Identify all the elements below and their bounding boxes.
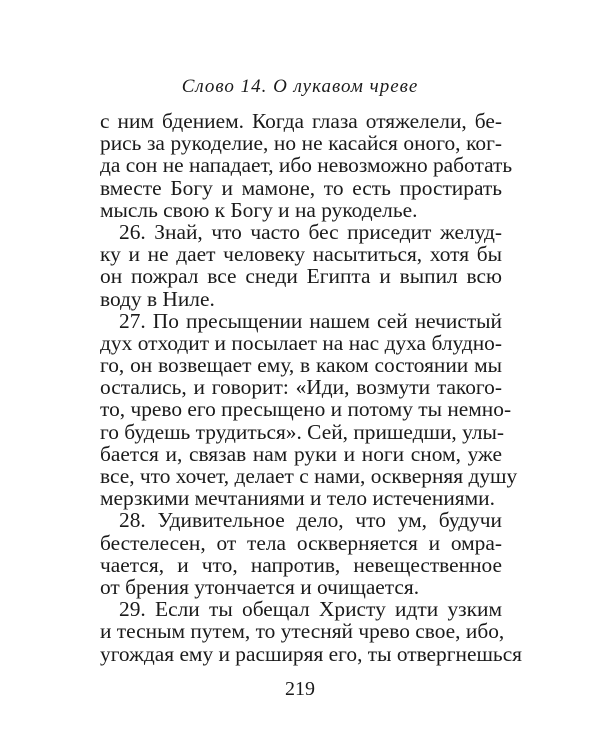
text-line: воду в Ниле. xyxy=(100,286,215,311)
text-line: мерзкими мечтаниями и тело истечениями. xyxy=(100,486,495,511)
text-line: 29. Если ты обещал Христу идти узким xyxy=(119,597,502,622)
text-line: го будешь трудиться». Сей, пришедши, улы- xyxy=(100,419,505,444)
text-line: то, чрево его пресыщено и потому ты немно- xyxy=(100,397,512,422)
text-line: рись за рукоделие, но не касайся оного, ког- xyxy=(100,131,502,156)
text-line: 26. Знай, что часто бес приседит желуд- xyxy=(119,219,502,244)
text-line: 28. Удивительное дело, что ум, будучи xyxy=(119,508,502,533)
text-line: да сон не нападает, ибо невозможно работать xyxy=(100,153,513,178)
text-line: с ним бдением. Когда глаза отяжелели, бе- xyxy=(100,109,502,133)
text-line: остались, и говорит: «Иди, возмути такого- xyxy=(100,375,502,400)
text-line: бестелесен, от тела оскверняется и омра- xyxy=(100,530,502,555)
text-line: бается и, связав нам руки и ноги сном, уже xyxy=(100,441,502,466)
body-text xyxy=(100,109,523,666)
text-line: он пожрал все снеди Египта и выпил всю xyxy=(100,264,502,289)
text-line: все, что хочет, делает с нами, оскверняя душу xyxy=(100,464,518,488)
text-line: мысль свою к Богу и на рукоделье. xyxy=(100,197,418,222)
text-line: го, он возвещает ему, в каком состоянии мы xyxy=(100,353,502,378)
text-line: 27. По пресыщении нашем сей нечистый xyxy=(119,308,502,333)
text-line: от брения утончается и очищается. xyxy=(100,574,420,599)
running-head: Слово 14. О лукавом чреве xyxy=(181,76,419,97)
text-line: вместе Богу и мамоне, то есть простирать xyxy=(100,175,502,200)
text-line: ку и не дает человеку насытиться, хотя бы xyxy=(100,242,502,267)
text-line: угождая ему и расширяя его, ты отвергнешься xyxy=(100,641,523,666)
text-line: дух отходит и посылает на нас духа блудно- xyxy=(100,330,502,355)
page-number: 219 xyxy=(285,678,315,700)
text-line: чается, и что, напротив, невещественное xyxy=(100,552,502,577)
text-line: и тесным путем, то утесняй чрево свое, ибо, xyxy=(100,619,505,644)
